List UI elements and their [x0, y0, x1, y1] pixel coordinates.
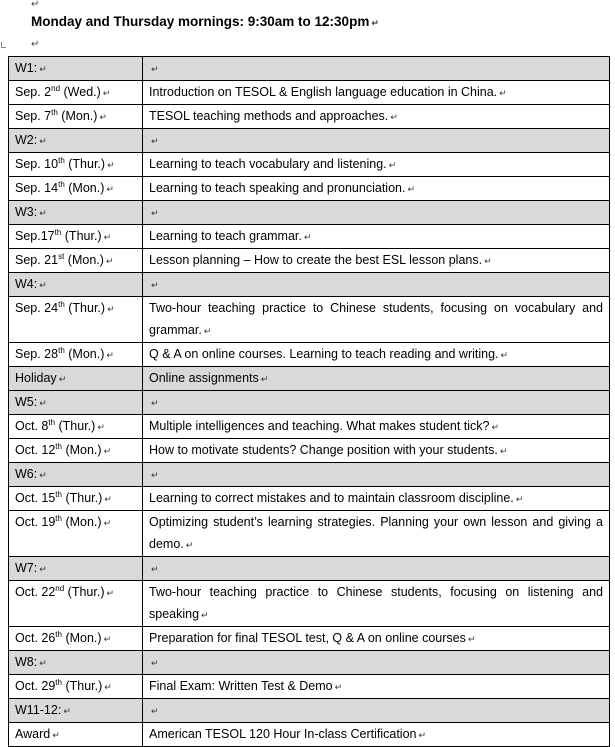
date-cell	[9, 627, 143, 651]
date-cell	[9, 129, 143, 153]
return-mark: ↵	[203, 326, 212, 336]
date-cell	[9, 487, 143, 511]
date-text: Award	[15, 727, 51, 741]
return-mark: ↵	[185, 540, 194, 550]
description-text: Introduction on TESOL & English language education in China.	[149, 85, 498, 99]
return-mark: ↵	[105, 256, 114, 266]
description-text: Final Exam: Written Test & Demo	[149, 679, 333, 693]
date-cell	[9, 557, 143, 581]
session-row	[9, 153, 610, 177]
return-mark: ↵	[106, 350, 114, 360]
return-mark: ↵	[303, 232, 312, 242]
description-cell	[143, 81, 610, 105]
date-cell	[9, 415, 143, 439]
return-mark: ↵	[491, 422, 500, 432]
description-cell	[143, 439, 610, 463]
return-mark: ↵	[39, 64, 47, 74]
description-cell	[143, 723, 610, 747]
date-text: Sep. 24	[15, 301, 59, 315]
description-text: Q & A on online courses. Learning to teach reading and writing.	[149, 347, 499, 361]
description-text: Multiple intelligences and teaching. What makes student tick?	[149, 419, 490, 433]
paragraph-marker-icon	[1, 42, 6, 48]
return-mark: ↵	[201, 610, 209, 620]
date-text: Sep. 14	[15, 181, 59, 195]
date-cell	[9, 225, 143, 249]
description-cell	[143, 249, 610, 273]
description-cell	[143, 343, 610, 367]
date-weekday: (Wed.)	[60, 85, 101, 99]
return-mark: ↵	[151, 398, 159, 408]
date-text: W7:	[15, 561, 38, 575]
date-cell	[9, 367, 143, 391]
date-ordinal-suffix: th	[58, 155, 65, 165]
return-mark: ↵	[151, 280, 159, 290]
return-mark: ↵	[407, 184, 415, 194]
date-text: Sep. 21	[15, 253, 59, 267]
date-text: Oct. 22	[15, 585, 56, 599]
return-mark: ↵	[418, 730, 427, 740]
session-row	[9, 225, 610, 249]
description-cell	[143, 391, 610, 415]
date-cell	[9, 153, 143, 177]
date-text: Sep. 2	[15, 85, 52, 99]
description-cell	[143, 511, 610, 557]
date-weekday: (Mon.)	[64, 253, 104, 267]
return-mark: ↵	[107, 304, 115, 314]
description-cell	[143, 627, 610, 651]
description-cell	[143, 415, 610, 439]
date-weekday: (Thur.)	[55, 419, 96, 433]
return-mark: ↵	[371, 18, 379, 28]
return-mark: ↵	[104, 682, 112, 692]
return-mark: ↵	[104, 494, 112, 504]
date-weekday: (Thur.)	[64, 301, 106, 315]
date-weekday: (Mon.)	[64, 181, 105, 195]
description-cell	[143, 273, 610, 297]
description-text: American TESOL 120 Hour In-class Certification	[149, 727, 417, 741]
return-mark: ↵	[334, 682, 343, 692]
return-mark: ↵	[390, 112, 398, 122]
week-header-row	[9, 129, 610, 153]
return-mark: ↵	[151, 658, 159, 668]
date-ordinal-suffix: th	[55, 629, 62, 639]
date-ordinal-suffix: th	[48, 417, 56, 427]
date-ordinal-suffix: nd	[55, 583, 65, 593]
session-row	[9, 81, 610, 105]
return-mark: ↵	[515, 494, 524, 504]
return-mark: ↵	[499, 88, 507, 98]
session-row	[9, 105, 610, 129]
description-cell	[143, 153, 610, 177]
date-text: W11-12:	[15, 703, 62, 717]
paragraph-mark-empty: ↵	[31, 39, 40, 50]
date-weekday: (Mon.)	[57, 109, 98, 123]
date-text: Oct. 26	[15, 631, 56, 645]
week-header-row	[9, 367, 610, 391]
date-text: Oct. 12	[15, 443, 56, 457]
return-mark: ↵	[39, 658, 47, 668]
date-ordinal-suffix: th	[55, 677, 62, 687]
description-cell	[143, 699, 610, 723]
return-mark: ↵	[151, 706, 159, 716]
description-cell	[143, 105, 610, 129]
date-weekday: (Thur.)	[64, 585, 105, 599]
return-mark: ↵	[63, 706, 71, 716]
date-text: W3:	[15, 205, 38, 219]
date-text: Oct. 8	[15, 419, 49, 433]
date-cell	[9, 463, 143, 487]
date-text: W2:	[15, 133, 38, 147]
date-cell	[9, 439, 143, 463]
return-mark: ↵	[151, 564, 159, 574]
return-mark: ↵	[103, 634, 112, 644]
description-cell	[143, 297, 610, 343]
date-text: W6:	[15, 467, 38, 481]
return-mark: ↵	[260, 374, 269, 384]
return-mark: ↵	[103, 446, 112, 456]
description-cell	[143, 201, 610, 225]
date-ordinal-suffix: th	[58, 299, 65, 309]
description-cell	[143, 557, 610, 581]
return-mark: ↵	[107, 160, 115, 170]
week-header-row	[9, 273, 610, 297]
return-mark: ↵	[39, 470, 47, 480]
session-row	[9, 675, 610, 699]
date-text: Oct. 19	[15, 515, 56, 529]
date-cell	[9, 723, 143, 747]
date-ordinal-suffix: th	[51, 107, 58, 117]
return-mark: ↵	[39, 280, 47, 290]
week-header-row	[9, 57, 610, 81]
date-weekday: (Thur.)	[64, 157, 106, 171]
description-cell	[143, 463, 610, 487]
date-weekday: (Mon.)	[61, 631, 102, 645]
description-cell	[143, 675, 610, 699]
description-cell	[143, 651, 610, 675]
description-text: Preparation for final TESOL test, Q & A on online courses	[149, 631, 466, 645]
description-text: How to motivate students? Change position with your students.	[149, 443, 498, 457]
date-cell	[9, 581, 143, 627]
return-mark: ↵	[99, 112, 107, 122]
description-text: Lesson planning – How to create the best ESL lesson plans.	[149, 253, 483, 267]
return-mark: ↵	[103, 232, 112, 242]
session-row	[9, 627, 610, 651]
date-cell	[9, 651, 143, 675]
schedule-table-body	[9, 57, 610, 747]
description-text: Two-hour teaching practice to Chinese students, focusing on vocabulary and grammar.	[149, 301, 603, 337]
date-ordinal-suffix: th	[54, 227, 62, 237]
return-mark: ↵	[106, 588, 115, 598]
return-mark: ↵	[39, 208, 47, 218]
week-header-row	[9, 651, 610, 675]
date-text: W1:	[15, 61, 38, 75]
description-text: Learning to teach speaking and pronunciation.	[149, 181, 406, 195]
date-weekday: (Mon.)	[64, 347, 105, 361]
date-text: Sep. 28	[15, 347, 59, 361]
description-cell	[143, 487, 610, 511]
date-text: W8:	[15, 655, 38, 669]
return-mark: ↵	[500, 350, 509, 360]
date-text: Holiday	[15, 371, 57, 385]
date-cell	[9, 297, 143, 343]
date-weekday: (Thur.)	[61, 679, 103, 693]
return-mark: ↵	[151, 64, 159, 74]
return-mark: ↵	[52, 730, 60, 740]
date-text: W4:	[15, 277, 38, 291]
date-weekday: (Mon.)	[61, 515, 102, 529]
return-mark: ↵	[151, 208, 159, 218]
date-cell	[9, 105, 143, 129]
date-ordinal-suffix: th	[58, 179, 65, 189]
date-text: Sep. 7	[15, 109, 52, 123]
date-text: W5:	[15, 395, 38, 409]
description-text: Learning to teach grammar.	[149, 229, 302, 243]
paragraph-mark-top: ↵	[31, 0, 40, 10]
schedule-table	[8, 56, 610, 747]
description-cell	[143, 129, 610, 153]
return-mark: ↵	[484, 256, 492, 266]
week-header-row	[9, 699, 610, 723]
date-ordinal-suffix: th	[55, 513, 62, 523]
description-cell	[143, 367, 610, 391]
date-cell	[9, 57, 143, 81]
date-cell	[9, 273, 143, 297]
description-text: Two-hour teaching practice to Chinese students, focusing on listening and speaking	[149, 585, 603, 621]
description-cell	[143, 581, 610, 627]
description-cell	[143, 225, 610, 249]
date-cell	[9, 177, 143, 201]
week-header-row	[9, 201, 610, 225]
description-text: Learning to teach vocabulary and listening.	[149, 157, 387, 171]
date-text: Oct. 15	[15, 491, 56, 505]
session-row	[9, 343, 610, 367]
week-header-row	[9, 463, 610, 487]
date-text: Sep.17	[15, 229, 55, 243]
date-weekday: (Thur.)	[61, 491, 103, 505]
date-cell	[9, 511, 143, 557]
date-ordinal-suffix: th	[55, 489, 62, 499]
description-text: Online assignments	[149, 371, 259, 385]
return-mark: ↵	[39, 136, 47, 146]
description-text: TESOL teaching methods and approaches.	[149, 109, 389, 123]
description-text: Learning to correct mistakes and to maintain classroom discipline.	[149, 491, 514, 505]
return-mark: ↵	[151, 136, 159, 146]
date-ordinal-suffix: th	[55, 441, 62, 451]
session-row	[9, 249, 610, 273]
date-cell	[9, 249, 143, 273]
return-mark: ↵	[39, 398, 47, 408]
schedule-heading-text: Monday and Thursday mornings: 9:30am to 12:30pm	[31, 14, 370, 29]
description-cell	[143, 57, 610, 81]
session-row	[9, 487, 610, 511]
session-row	[9, 415, 610, 439]
session-row	[9, 581, 610, 627]
session-row	[9, 297, 610, 343]
session-row	[9, 177, 610, 201]
date-weekday: (Mon.)	[61, 443, 102, 457]
date-cell	[9, 675, 143, 699]
date-ordinal-suffix: st	[58, 251, 65, 261]
date-cell	[9, 81, 143, 105]
session-row	[9, 511, 610, 557]
description-cell	[143, 177, 610, 201]
date-cell	[9, 391, 143, 415]
return-mark: ↵	[97, 422, 105, 432]
week-header-row	[9, 557, 610, 581]
date-text: Oct. 29	[15, 679, 56, 693]
return-mark: ↵	[467, 634, 476, 644]
return-mark: ↵	[103, 518, 112, 528]
return-mark: ↵	[58, 374, 67, 384]
date-ordinal-suffix: nd	[51, 83, 61, 93]
schedule-heading	[31, 14, 379, 29]
date-cell	[9, 201, 143, 225]
date-cell	[9, 699, 143, 723]
return-mark: ↵	[106, 184, 114, 194]
date-text: Sep. 10	[15, 157, 59, 171]
date-weekday: (Thur.)	[61, 229, 102, 243]
description-text: Optimizing student’s learning strategies. Planning your own lesson and giving a demo.	[149, 515, 603, 551]
return-mark: ↵	[151, 470, 159, 480]
week-header-row	[9, 391, 610, 415]
session-row	[9, 439, 610, 463]
date-cell	[9, 343, 143, 367]
return-mark: ↵	[499, 446, 508, 456]
session-row	[9, 723, 610, 747]
return-mark: ↵	[39, 564, 47, 574]
return-mark: ↵	[102, 88, 111, 98]
date-ordinal-suffix: th	[58, 345, 65, 355]
return-mark: ↵	[388, 160, 397, 170]
